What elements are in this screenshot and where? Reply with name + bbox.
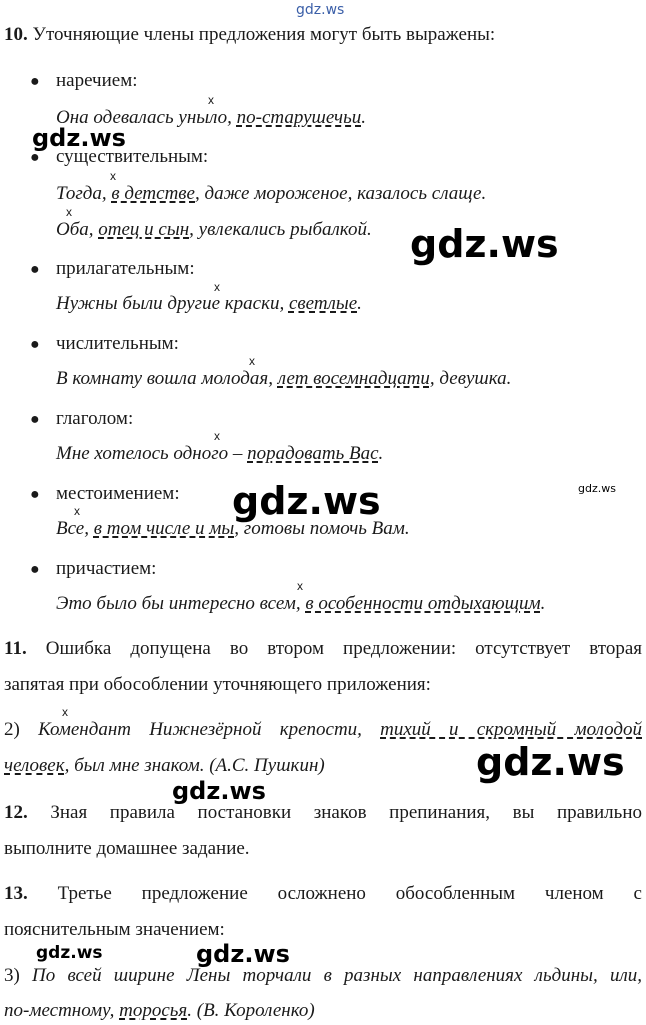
underlined-member: порадовать Вас [247, 443, 379, 464]
bullet: ● [30, 561, 40, 578]
mark-x: x [214, 280, 220, 294]
watermark: gdz.ws [196, 940, 290, 968]
task-number: 12. [4, 802, 28, 823]
watermark: gdz.ws [172, 777, 266, 805]
item-label: существительным: [56, 146, 209, 167]
underlined-member: в том числе и мы [93, 518, 235, 539]
bullet: ● [30, 411, 40, 428]
underlined-member: человек [4, 755, 65, 776]
example-sentence: Она одевалась уныло, по-старушечьи. [56, 107, 367, 128]
example-sentence-cont: человек, был мне знаком. (А.С. Пушкин) [4, 755, 325, 776]
example-sentence: Это было бы интересно всем, в особенности отдыхающим. [56, 593, 546, 614]
task-number: 11. [4, 638, 27, 659]
mark-x: x [249, 354, 255, 368]
underlined-member: по-старушечьи [236, 107, 362, 128]
mark-x: x [62, 705, 68, 719]
watermark: gdz.ws [36, 943, 103, 963]
underlined-member: в детстве [111, 183, 195, 204]
bullet: ● [30, 336, 40, 353]
bullet: ● [30, 261, 40, 278]
task-12-line-1: 12. Зная правила постановки знаков препинания, вы правильно [4, 802, 642, 823]
example-sentence-cont: по-местному, торосья. (В. Короленко) [4, 1000, 315, 1021]
example-sentence: 2) Комендант Нижнезёрной крепости, тихий и скромный молодой [4, 719, 643, 740]
watermark-top: gdz.ws [296, 2, 345, 18]
item-label: местоимением: [56, 483, 180, 504]
watermark: gdz.ws [410, 222, 559, 266]
mark-x: x [208, 93, 214, 107]
example-sentence: Все, в том числе и мы, готовы помочь Вам. [56, 518, 410, 539]
item-label: причастием: [56, 558, 157, 579]
item-label: прилагательным: [56, 258, 195, 279]
watermark: gdz.ws [32, 124, 126, 152]
task-13-line-2: пояснительным значением: [4, 919, 225, 940]
example-sentence: Тогда, в детстве, даже мороженое, казалось слаще. [56, 183, 487, 204]
mark-x: x [110, 169, 116, 183]
underlined-member: тихий и скромный молодой [380, 719, 643, 740]
bullet: ● [30, 149, 40, 166]
task-intro: Уточняющие члены предложения могут быть выражены: [32, 24, 496, 45]
underlined-member: светлые [288, 293, 358, 314]
watermark: gdz.ws [232, 479, 381, 523]
bullet: ● [30, 73, 40, 90]
watermark: gdz.ws [578, 482, 616, 495]
underlined-member: лет восемнадцати [277, 368, 430, 389]
task-10-heading [4, 24, 495, 46]
task-number: 13. [4, 883, 28, 904]
mark-x: x [214, 429, 220, 443]
underlined-member: отец и сын [98, 219, 190, 240]
item-label: наречием: [56, 70, 138, 91]
task-number: 10. [4, 24, 28, 45]
bullet: ● [30, 486, 40, 503]
task-11-line-2: запятая при обособлении уточняющего приложения: [4, 674, 431, 695]
task-13-line-1: 13. Третье предложение осложнено обособленным членом с [4, 883, 642, 904]
example-sentence: В комнату вошла молодая, лет восемнадцати, девушка. [56, 368, 512, 389]
example-sentence: 3) По всей ширине Лены торчали в разных направлениях льдины, или, [4, 965, 642, 986]
mark-x: x [66, 205, 72, 219]
item-label: глаголом: [56, 408, 134, 429]
underlined-member: торосья [119, 1000, 188, 1021]
mark-x: x [297, 579, 303, 593]
item-label: числительным: [56, 333, 179, 354]
task-11-line-1: 11. Ошибка допущена во втором предложении: отсутствует вторая [4, 638, 642, 659]
mark-x: x [74, 504, 80, 518]
example-sentence: Нужны были другие краски, светлые. [56, 293, 362, 314]
watermark: gdz.ws [476, 740, 625, 784]
example-sentence: Оба, отец и сын, увлекались рыбалкой. [56, 219, 372, 240]
task-12-line-2: выполните домашнее задание. [4, 838, 250, 859]
underlined-member: в особенности отдыхающим [305, 593, 541, 614]
example-sentence: Мне хотелось одного – порадовать Вас. [56, 443, 384, 464]
